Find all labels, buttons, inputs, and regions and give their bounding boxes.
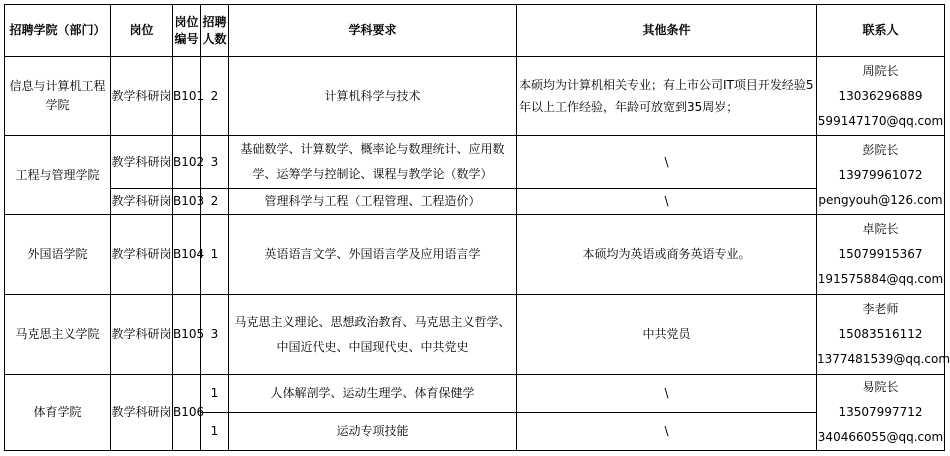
contact-cell [817, 136, 945, 215]
contact-cell [817, 295, 950, 375]
contact-email: 340466055@qq.com [817, 430, 944, 444]
college-cell: 外国语学院 [5, 215, 111, 295]
other-cell: 本硕均为计算机相关专业；有上市公司IT项目开发经验5年以上工作经验，年龄可放宽到35周岁； [517, 57, 817, 136]
contact-phone: 15079915367 [838, 247, 923, 261]
contact-email: pengyouh@126.com [818, 192, 943, 207]
other-cell: \ [517, 413, 817, 451]
post-code-cell: B102 [173, 136, 201, 189]
subject-cell: 基础数学、计算数学、概率论与数理统计、应用数学、运筹学与控制论、课程与教学论（数学） [229, 136, 517, 189]
table-row [5, 295, 945, 375]
header-count: 招聘人数 [201, 5, 229, 57]
table-row [5, 215, 945, 295]
count-cell: 1 [201, 375, 229, 413]
contact-cell [817, 215, 945, 295]
college-cell: 工程与管理学院 [5, 136, 111, 215]
subject-cell: 英语语言文学、外国语言学及应用语言学 [229, 215, 517, 295]
contact-cell [817, 375, 945, 451]
recruitment-table [4, 4, 950, 451]
post-cell: 教学科研岗 [111, 136, 173, 189]
other-cell: \ [517, 375, 817, 413]
header-post: 岗位 [111, 5, 173, 57]
contact-email: 1377481539@qq.com [817, 352, 950, 366]
count-cell: 3 [201, 295, 229, 375]
post-code-cell: B101 [173, 57, 201, 136]
contact-name: 易院长 [862, 380, 899, 394]
contact-phone: 13036296889 [838, 88, 923, 103]
other-cell: 本硕均为英语或商务英语专业。 [517, 215, 817, 295]
header-other: 其他条件 [517, 5, 817, 57]
contact-name: 周院长 [862, 63, 899, 78]
subject-cell: 计算机科学与技术 [229, 57, 517, 136]
post-cell: 教学科研岗 [111, 57, 173, 136]
contact-email: 599147170@qq.com [817, 113, 944, 128]
post-cell: 教学科研岗 [111, 189, 173, 215]
table-row [5, 57, 945, 136]
count-cell: 1 [201, 215, 229, 295]
contact-name: 卓院长 [862, 222, 899, 236]
contact-name: 彭院长 [862, 142, 899, 157]
header-subject: 学科要求 [229, 5, 517, 57]
header-post-code: 岗位编号 [173, 5, 201, 57]
post-cell: 教学科研岗 [111, 215, 173, 295]
header-college: 招聘学院（部门） [5, 5, 111, 57]
subject-cell: 人体解剖学、运动生理学、体育保健学 [229, 375, 517, 413]
contact-phone: 13507997712 [838, 405, 923, 419]
post-cell: 教学科研岗 [111, 295, 173, 375]
subject-cell: 运动专项技能 [229, 413, 517, 451]
subject-cell: 管理科学与工程（工程管理、工程造价） [229, 189, 517, 215]
table-row [5, 189, 945, 215]
college-cell: 信息与计算机工程学院 [5, 57, 111, 136]
post-code-cell: B105 [173, 295, 201, 375]
header-row [5, 5, 945, 57]
table-row [5, 136, 945, 189]
header-contact: 联系人 [817, 5, 945, 57]
contact-phone: 15083516112 [838, 327, 923, 341]
count-cell: 1 [201, 413, 229, 451]
table-row [5, 375, 945, 413]
count-cell: 2 [201, 57, 229, 136]
contact-name: 李老师 [862, 302, 899, 316]
count-cell: 2 [201, 189, 229, 215]
college-cell: 马克思主义学院 [5, 295, 111, 375]
other-cell: \ [517, 189, 817, 215]
post-code-cell: B103 [173, 189, 201, 215]
subject-cell: 马克思主义理论、思想政治教育、马克思主义哲学、中国近代史、中国现代史、中共党史 [229, 295, 517, 375]
post-cell: 教学科研岗 [111, 375, 173, 451]
post-code-cell: B106 [173, 375, 201, 451]
college-cell: 体育学院 [5, 375, 111, 451]
contact-cell [817, 57, 945, 136]
other-cell: 中共党员 [517, 295, 817, 375]
other-cell: \ [517, 136, 817, 189]
post-code-cell: B104 [173, 215, 201, 295]
count-cell: 3 [201, 136, 229, 189]
contact-email: 191575884@qq.com [817, 272, 944, 286]
contact-phone: 13979961072 [838, 167, 923, 182]
